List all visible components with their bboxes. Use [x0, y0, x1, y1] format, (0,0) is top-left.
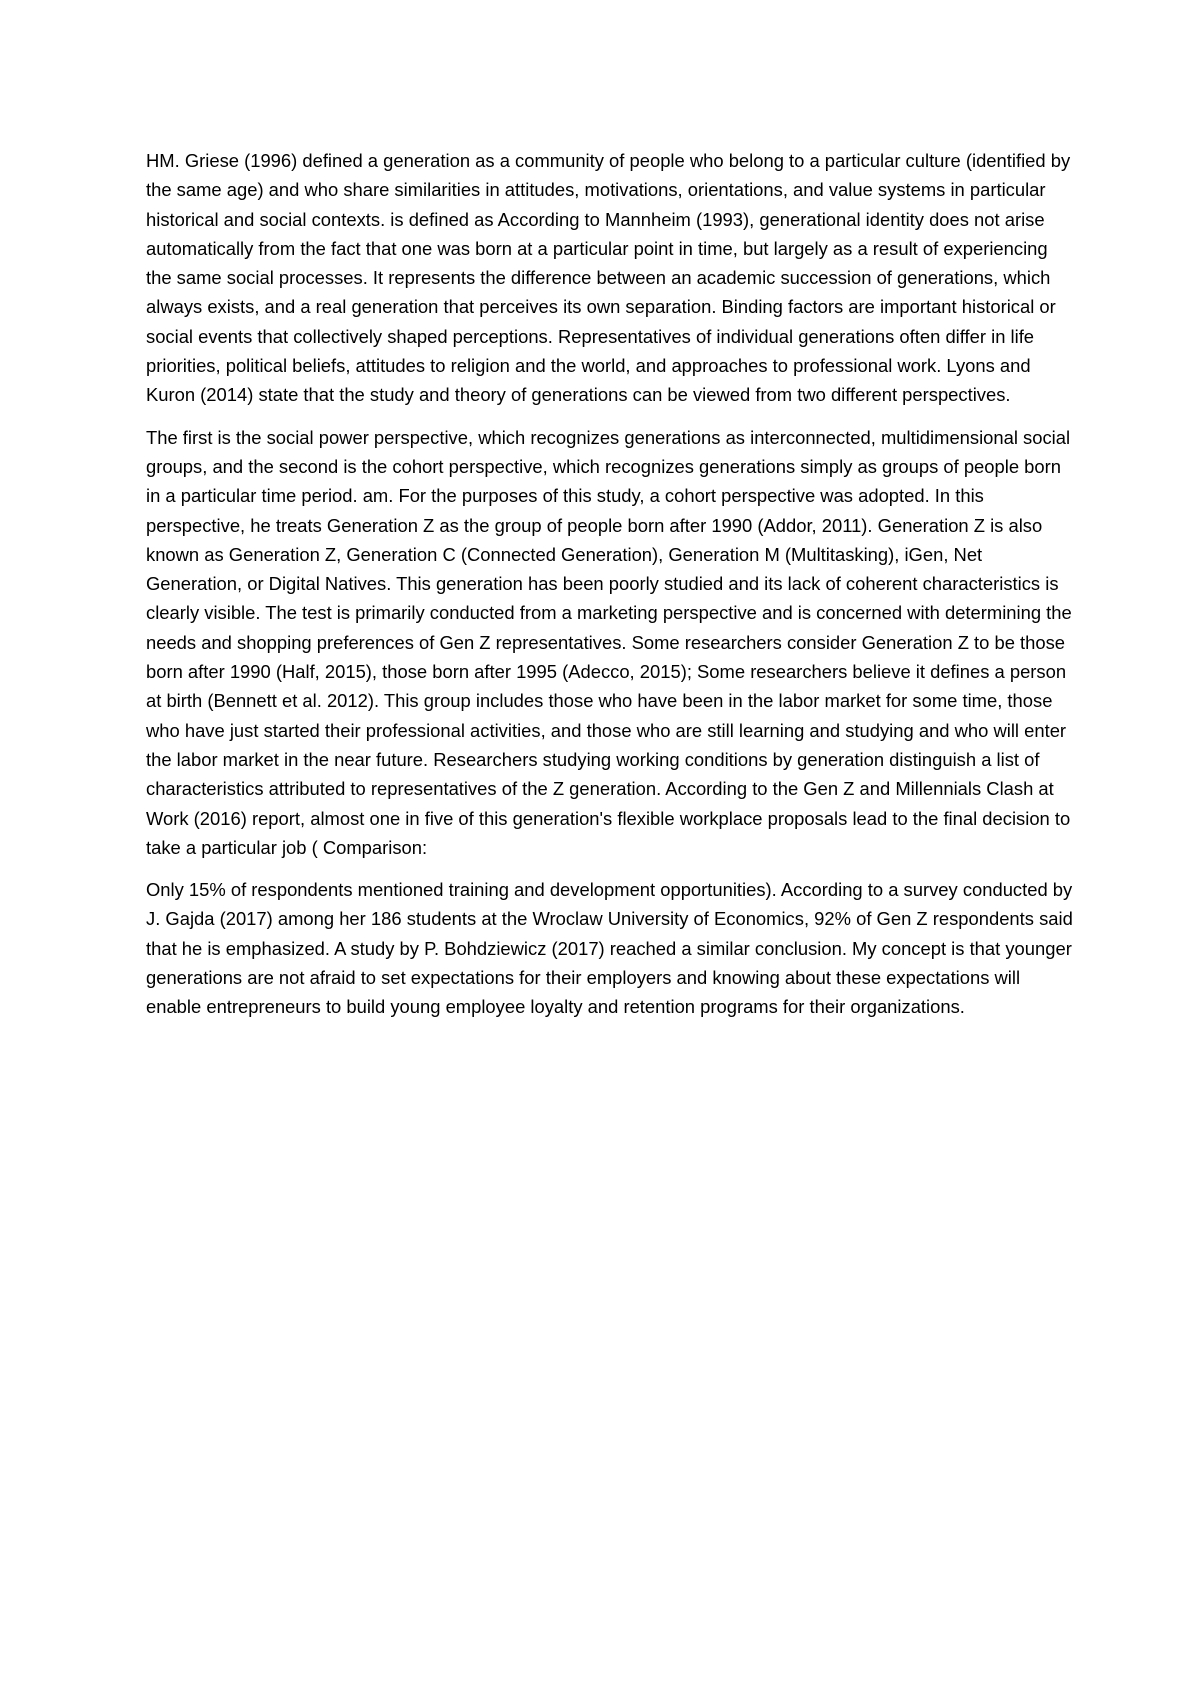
- paragraph-survey-results: Only 15% of respondents mentioned training and development opportunities). According to a survey conducted by J. Gajda (2017) among her 186 students at the Wroclaw University of Economics, 92% of Gen Z respondents said that he is emphasized. A study by P. Bohdziewicz (2017) reached a similar conclusion. My concept is that younger generations are not afraid to set expectations for their employers and knowing about these expectations will enable entrepreneurs to build young employee loyalty and retention programs for their organizations.: [146, 879, 1073, 1018]
- paragraph-generations-definition: HM. Griese (1996) defined a generation as a community of people who belong to a particular culture (identified by the same age) and who share similarities in attitudes, motivations, orientations, and value systems in particular historical and social contexts. is defined as According to Mannheim (1993), generational identity does not arise automatically from the fact that one was born at a particular point in time, but largely as a result of experiencing the same social processes. It represents the difference between an academic succession of generations, which always exists, and a real generation that perceives its own separation. Binding factors are important historical or social events that collectively shaped perceptions. Representatives of individual generations often differ in life priorities, political beliefs, attitudes to religion and the world, and approaches to professional work. Lyons and Kuron (2014) state that the study and theory of generations can be viewed from two different perspectives.: [146, 150, 1071, 406]
- document-body: [146, 146, 1076, 1035]
- paragraph-generation-z-perspectives: The first is the social power perspective, which recognizes generations as interconnected, multidimensional social groups, and the second is the cohort perspective, which recognizes generations simply as groups of people born in a particular time period. am. For the purposes of this study, a cohort perspective was adopted. In this perspective, he treats Generation Z as the group of people born after 1990 (Addor, 2011). Generation Z is also known as Generation Z, Generation C (Connected Generation), Generation M (Multitasking), iGen, Net Generation, or Digital Natives. This generation has been poorly studied and its lack of coherent characteristics is clearly visible. The test is primarily conducted from a marketing perspective and is concerned with determining the needs and shopping preferences of Gen Z representatives. Some researchers consider Generation Z to be those born after 1990 (Half, 2015), those born after 1995 (Adecco, 2015); Some researchers believe it defines a person at birth (Bennett et al. 2012). This group includes those who have been in the labor market for some time, those who have just started their professional activities, and those who are still learning and studying and who will enter the labor market in the near future. Researchers studying working conditions by generation distinguish a list of characteristics attributed to representatives of the Z generation. According to the Gen Z and Millennials Clash at Work (2016) report, almost one in five of this generation's flexible workplace proposals lead to the final decision to take a particular job ( Comparison:: [146, 426, 1072, 858]
